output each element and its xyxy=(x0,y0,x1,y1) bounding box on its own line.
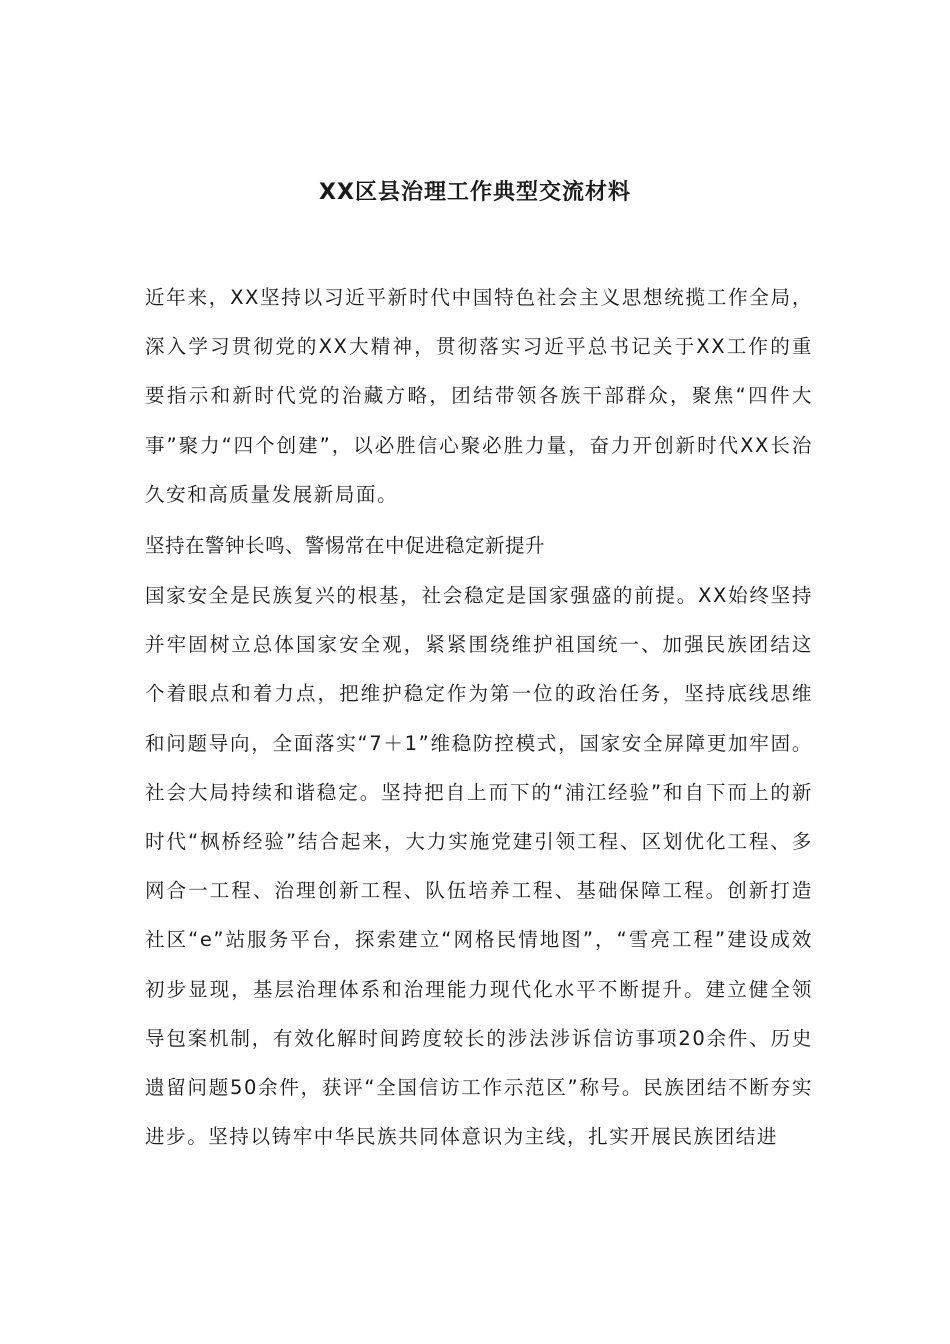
body-paragraph: 国家安全是民族复兴的根基，社会稳定是国家强盛的前提。XX始终坚持并牢固树立总体国家安全观，紧紧围绕维护祖国统一、加强民族团结这个着眼点和着力点，把维护稳定作为第一位的政治任务，坚持底线思维和问题导向，全面落实“7＋1”维稳防控模式，国家安全屏障更加牢固。社会大局持续和谐稳定。坚持把自上而下的“浦江经验”和自下而上的新时代“枫桥经验”结合起来，大力实施党建引领工程、区划优化工程、多网合一工程、治理创新工程、队伍培养工程、基础保障工程。创新打造社区“e”站服务平台，探索建立“网格民情地图”，“雪亮工程”建设成效初步显现，基层治理体系和治理能力现代化水平不断提升。建立健全领导包案机制，有效化解时间跨度较长的涉法涉诉信访事项20余件、历史遗留问题50余件，获评“全国信访工作示范区”称号。民族团结不断夯实进步。坚持以铸牢中华民族共同体意识为主线，扎实开展民族团结进 xyxy=(145,584,813,1149)
intro-paragraph: 近年来，XX坚持以习近平新时代中国特色社会主义思想统揽工作全局，深入学习贯彻党的XX大精神，贯彻落实习近平总书记关于XX工作的重要指示和新时代党的治藏方略，团结带领各族干部群众，聚焦“四件大事”聚力“四个创建”，以必胜信心聚必胜力量，奋力开创新时代XX长治久安和高质量发展新局面。 xyxy=(145,286,813,506)
document-title: XX区县治理工作典型交流材料 xyxy=(319,179,631,205)
section-heading: 坚持在警钟长鸣、警惕常在中促进稳定新提升 xyxy=(145,534,546,557)
